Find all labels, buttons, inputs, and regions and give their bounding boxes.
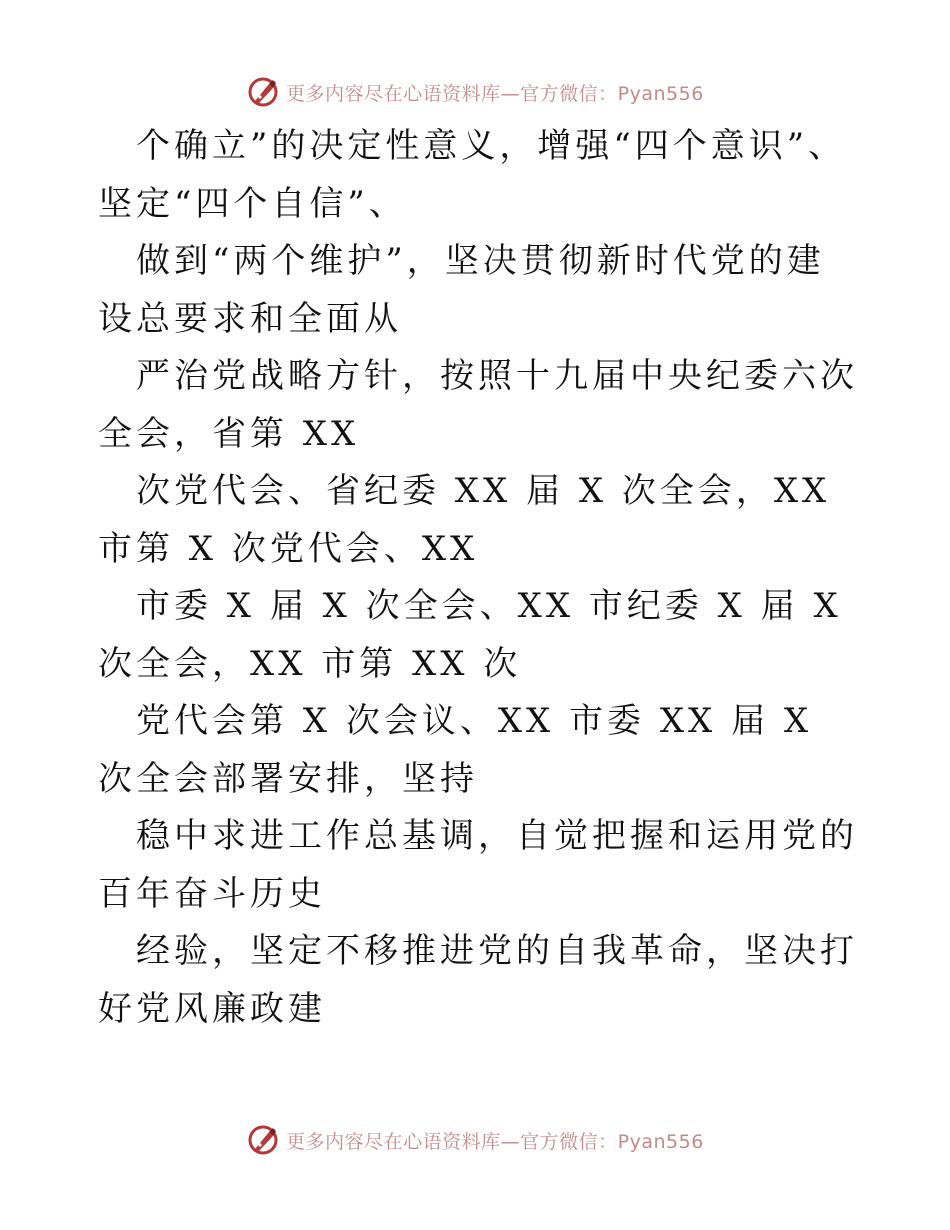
- header-watermark: [0, 72, 950, 112]
- paragraph-line: 个确立”的决定性意义，增强“四个意识”、坚定“四个自信”、: [98, 126, 847, 224]
- document-body: [98, 118, 858, 1038]
- paragraph-line: 做到“两个维护”，坚决贯彻新时代党的建设总要求和全面从: [98, 241, 825, 339]
- paragraph-line: 严治党战略方针，按照十九届中央纪委六次全会，省第 XX: [98, 356, 858, 454]
- watermark-text: 更多内容尽在心语资料库—官方微信：Pyan556: [286, 1130, 704, 1153]
- paragraph-line: 市委 X 届 X 次全会、XX 市纪委 X 届 X 次全会，XX 市第 XX 次: [98, 586, 842, 684]
- paragraph-line: 次党代会、省纪委 XX 届 X 次全会，XX 市第 X 次党代会、XX: [98, 471, 831, 569]
- pen-nib-logo-icon: [246, 75, 280, 109]
- pen-nib-logo-icon: [246, 1123, 280, 1157]
- paragraph-line: 党代会第 X 次会议、XX 市委 XX 届 X 次全会部署安排，坚持: [98, 701, 813, 799]
- paragraph-line: 稳中求进工作总基调，自觉把握和运用党的百年奋斗历史: [98, 816, 858, 914]
- paragraph-line: 经验，坚定不移推进党的自我革命，坚决打好党风廉政建: [98, 931, 858, 1029]
- footer-watermark: [0, 1120, 950, 1160]
- watermark-text: 更多内容尽在心语资料库—官方微信：Pyan556: [286, 82, 704, 105]
